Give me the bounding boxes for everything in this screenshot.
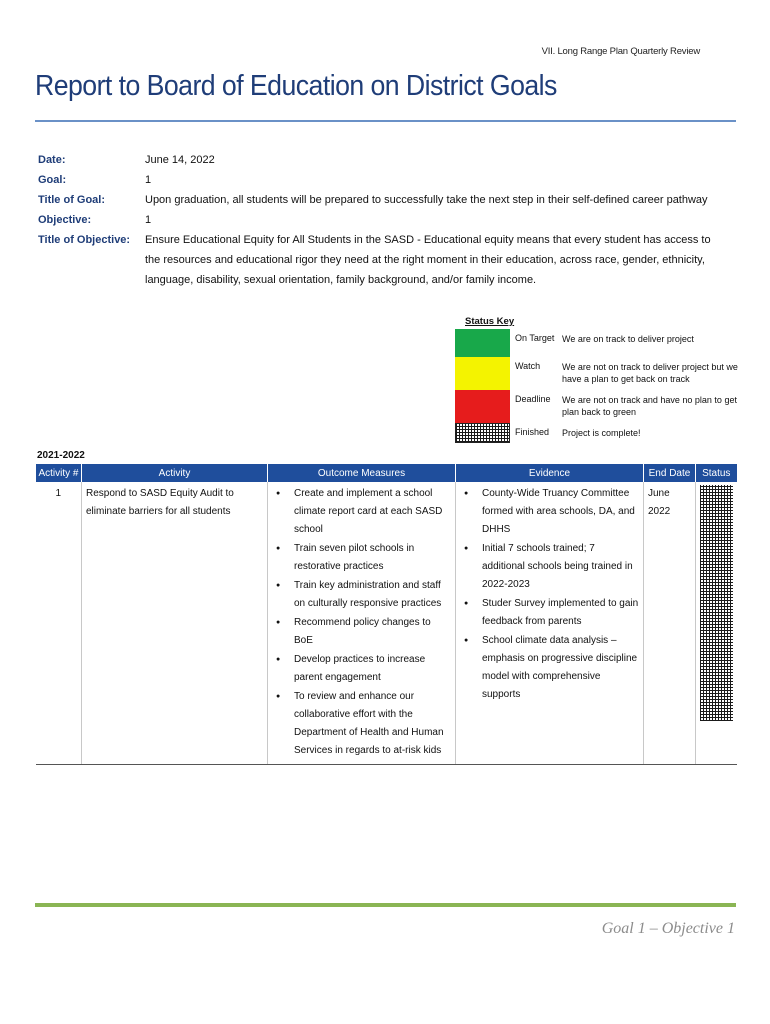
meta-value: Ensure Educational Equity for All Students in the SASD - Educational equity means that every student has access to the resources and educational rigor they need at the right moment in their education, across race, gender, ethnicity, language, disability, sexual orientation, family background, and/or family income. [145, 234, 711, 286]
activity-number-cell: 1 [36, 482, 82, 765]
green-swatch [455, 329, 510, 357]
col-header-outcome-measures: Outcome Measures [268, 464, 456, 482]
meta-label: Goal: [38, 174, 67, 186]
end-date-cell: June 2022 [644, 482, 696, 765]
footer-divider [35, 903, 736, 907]
page-title: Report to Board of Education on District Goals [35, 70, 557, 102]
status-cell [696, 482, 737, 765]
list-item: ● Initial 7 schools trained; 7 additional schools being trained in 2022-2023 [478, 540, 639, 594]
table-header-row [36, 464, 737, 482]
list-item: ● Studer Survey implemented to gain feedback from parents [478, 595, 639, 631]
meta-value: 1 [145, 174, 152, 186]
status-desc: We are on track to deliver project [562, 334, 694, 344]
title-divider [35, 120, 736, 122]
outcomes-list [272, 485, 451, 760]
meta-section [38, 150, 738, 290]
status-name: On Target [515, 333, 555, 343]
list-item: ● School climate data analysis – emphasis on progressive discipline model with comprehensive supports [478, 632, 639, 704]
evidence-list [460, 485, 639, 704]
outcomes-cell [268, 482, 456, 765]
col-header-status: Status [696, 464, 737, 482]
evidence-cell [456, 482, 644, 765]
list-item: ● Create and implement a school climate report card at each SASD school [290, 485, 451, 539]
year-label: 2021-2022 [37, 450, 85, 461]
meta-row-objective [38, 210, 738, 230]
activity-table [35, 464, 737, 765]
status-key-deadline [455, 390, 745, 423]
list-item: ● Develop practices to increase parent engagement [290, 651, 451, 687]
meta-row-date [38, 150, 738, 170]
status-key-finished [455, 423, 745, 443]
col-header-end-date: End Date [644, 464, 696, 482]
yellow-swatch [455, 357, 510, 390]
meta-row-goal [38, 170, 738, 190]
list-item: ● Train key administration and staff on culturally responsive practices [290, 577, 451, 613]
status-desc: Project is complete! [562, 428, 641, 438]
table-row [36, 482, 737, 765]
status-desc: We are not on track to deliver project but we have a plan to get back on track [562, 362, 738, 384]
status-name: Deadline [515, 394, 551, 404]
status-key-on-target [455, 329, 745, 357]
footer-label: Goal 1 – Objective 1 [601, 920, 735, 937]
status-key-watch [455, 357, 745, 390]
list-item: ● Train seven pilot schools in restorative practices [290, 540, 451, 576]
meta-value: Upon graduation, all students will be prepared to successfully take the next step in their self-defined career pathway [145, 194, 708, 206]
meta-label: Objective: [38, 214, 92, 226]
col-header-activity: Activity [82, 464, 268, 482]
list-item: ● County-Wide Truancy Committee formed with area schools, DA, and DHHS [478, 485, 639, 539]
header-note: VII. Long Range Plan Quarterly Review [541, 46, 700, 57]
finished-status-indicator [700, 485, 733, 721]
checker-swatch [455, 423, 510, 443]
meta-label: Title of Goal: [38, 194, 106, 206]
col-header-evidence: Evidence [456, 464, 644, 482]
status-name: Finished [515, 427, 550, 437]
meta-value: June 14, 2022 [145, 154, 215, 166]
meta-label: Title of Objective: [38, 234, 131, 246]
meta-value: 1 [145, 214, 152, 226]
red-swatch [455, 390, 510, 423]
activity-cell: Respond to SASD Equity Audit to eliminate barriers for all students [82, 482, 268, 765]
status-desc: We are not on track and have no plan to get plan back to green [562, 395, 737, 417]
list-item: ● Recommend policy changes to BoE [290, 614, 451, 650]
meta-row-title-of-goal [38, 190, 738, 210]
meta-label: Date: [38, 154, 66, 166]
meta-row-title-of-objective [38, 230, 738, 290]
status-key [455, 316, 745, 443]
status-name: Watch [515, 361, 541, 371]
status-key-title: Status Key [465, 316, 515, 327]
col-header-activity-number: Activity # [36, 464, 82, 482]
list-item: ● To review and enhance our collaborative effort with the Department of Health and Human Services in regards to at-risk kids [290, 688, 451, 760]
